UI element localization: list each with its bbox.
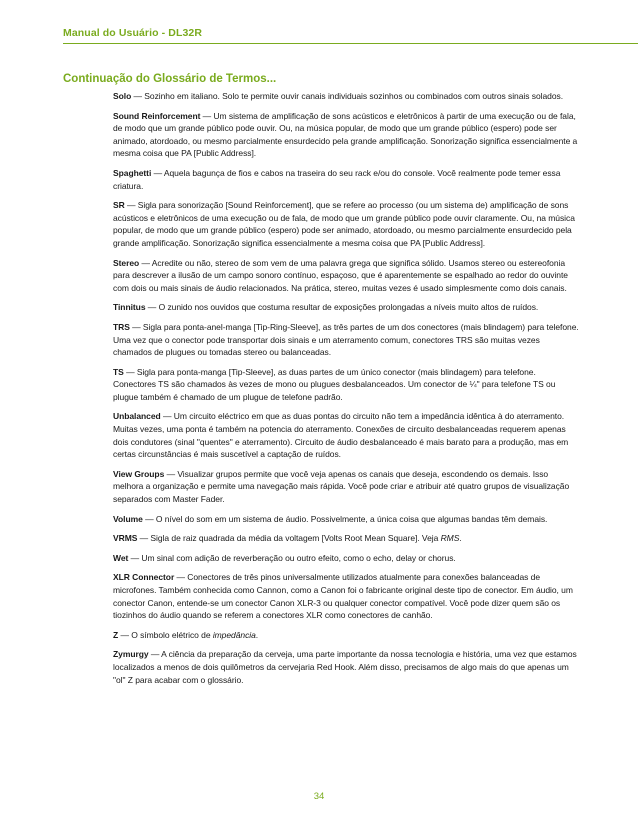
glossary-entry-wet — [113, 552, 579, 565]
glossary-definition: — Sigla de raiz quadrada da média da voltagem [Volts Root Mean Square]. Veja — [137, 533, 441, 544]
glossary-term: TS — [113, 366, 124, 377]
glossary-entry-ts — [113, 366, 579, 404]
glossary-term: Sound Reinforcement — [113, 110, 201, 121]
glossary-term: View Groups — [113, 468, 165, 479]
glossary-term: SR — [113, 200, 125, 211]
section-title: Continuação do Glossário de Termos... — [63, 73, 277, 85]
glossary-entry-xlr-connector — [113, 571, 579, 621]
glossary-definition: — O nível do som em um sistema de áudio. Possivelmente, a única coisa que algumas bandas têm demais. — [142, 513, 548, 524]
glossary-entries — [113, 90, 579, 693]
glossary-entry-unbalanced — [113, 410, 579, 460]
document-header: Manual do Usuário - DL32R — [63, 27, 203, 39]
glossary-definition-tail: . — [255, 629, 259, 640]
glossary-definition: — Aquela bagunça de fios e cabos na traseira do seu rack e/ou do console. Você realmente pode temer essa criatura. — [113, 167, 561, 191]
glossary-entry-tinnitus — [113, 301, 579, 314]
glossary-definition: — A ciência da preparação da cerveja, uma parte importante da nossa tecnologia e história, uma vez que estamos localizados a menos de dois quilômetros da cervejaria Red Hook. Além disso, precisamos de algo mais do que apenas um "ol" Z para acabar com o glossário. — [113, 649, 577, 685]
glossary-definition: — Sigla para ponta-anel-manga [Tip-Ring-Sleeve], as três partes de um dos conectores (mais blindagem) para telefone. Uma vez que o conector pode transportar dois sinais e um aterramento comum, conectores TRS são muitas vezes chamados de plugues ou tomadas stereo ou balanceadas. — [113, 321, 579, 358]
glossary-term: Wet — [113, 552, 129, 563]
glossary-entry-trs — [113, 321, 579, 359]
glossary-definition: — Um sistema de amplificação de sons acústicos e eletrônicos à partir de uma execução ou de fala, de modo que um grande público pode ouvir. Ou, na música popular, de modo que um grande público (espero) pode ser animado, atordoado, ou mesmo parcialmente ensurdecido pela grande amplificação. Sonorização significa essencialmente a mesma coisa que PA [Public Address]. — [113, 110, 578, 159]
header-divider — [63, 43, 638, 44]
glossary-term: Zymurgy — [113, 649, 149, 660]
glossary-definition-tail: . — [459, 533, 462, 544]
glossary-definition: — Um circuito eléctrico em que as duas pontas do circuito não tem a impedância idêntica à do aterramento. Muitas vezes, uma ponta é também na potencia do aterramento. Conexões de circuito desbalanceadas requerem apenas dois condutores (sinal "quentes" e aterramento). Circuito de áudio desbalanceado é mais barato para a produção, mas em certas circunstâncias é mais suscetível a captação de ruídos. — [113, 411, 569, 460]
glossary-term: Z — [113, 629, 119, 640]
glossary-term: TRS — [113, 321, 130, 332]
glossary-term: Unbalanced — [113, 411, 161, 422]
glossary-entry-solo — [113, 90, 579, 103]
glossary-entry-stereo — [113, 257, 579, 295]
glossary-entry-spaghetti — [113, 167, 579, 192]
glossary-definition: — Um sinal com adição de reverberação ou outro efeito, como o echo, delay or chorus. — [128, 552, 456, 563]
glossary-term: Tinnitus — [113, 302, 146, 313]
glossary-definition: — Acredite ou não, stereo de som vem de uma palavra grega que significa sólido. Usamos stereo ou estereofonia para descrever a ilusão de um campo sonoro contínuo, espaçoso, que é aparentemente se espalhado ao redor do ouvinte com dois ou mais sinais de áudio relacionados. Na prática, stereo, muitas vezes é usado simplesmente como dois canais. — [113, 257, 568, 293]
glossary-term: Spaghetti — [113, 167, 152, 178]
glossary-reference: RMS — [440, 533, 460, 544]
glossary-entry-zymurgy — [113, 648, 579, 686]
glossary-definition: — Sigla para sonorização [Sound Reinforcement], que se refere ao processo (ou um sistema de) amplificação de sons acústicos e eletrônicos de uma execução ou de fala, de modo que um grande público pode ouvir claramente. Ou, na música popular, de modo que um grande público (espero) pode ser animado, atordoado, ou mesmo parcialmente ensurdecido pela grande amplificação. Sonorização significa essencialmente a mesma coisa que PA [Public Address]. — [113, 200, 575, 248]
glossary-term: Stereo — [113, 257, 140, 268]
glossary-entry-sound-reinforcement — [113, 110, 579, 160]
glossary-entry-vrms — [113, 532, 579, 545]
glossary-term: VRMS — [113, 533, 138, 544]
glossary-term: Solo — [113, 91, 132, 101]
glossary-entry-sr — [113, 199, 579, 249]
glossary-definition: — Sozinho em italiano. Solo te permite ouvir canais individuais sozinhos ou combinados com outros sinais solados. — [131, 91, 564, 101]
glossary-entry-view-groups — [113, 468, 579, 506]
glossary-reference: impedância — [212, 629, 256, 640]
page-number: 34 — [313, 791, 325, 802]
glossary-entry-z — [113, 629, 579, 642]
glossary-definition: — O zunido nos ouvidos que costuma resultar de exposições prolongadas a níveis muito altos de ruídos. — [145, 302, 539, 313]
glossary-term: XLR Connector — [113, 572, 175, 583]
glossary-definition: — Sigla para ponta-manga [Tip-Sleeve], as duas partes de um único conector (mais blindagem) para telefone. Conectores TS são chamados às vezes de mono ou plugues desbalanceados. Um conector de ¼" para telefone TS ou plugue também é chamado de um plugue de telefone padrão. — [113, 366, 556, 402]
glossary-definition: — Conectores de três pinos universalmente utilizados atualmente para conexões balanceadas de microfones. Também conhecida como Cannon, como a Canon foi o fabricante original deste tipo de conector. Em áudio, um conector Canon, entende-se um conector Canon XLR-3 ou qualquer conector compatível. Você pode dizer quem são os tiozinhos do áudio quando se referem a conectores XLR como conectores de canhão. — [113, 572, 573, 621]
glossary-entry-volume — [113, 513, 579, 526]
glossary-definition: — O símbolo elétrico de — [118, 629, 213, 640]
glossary-definition: — Visualizar grupos permite que você veja apenas os canais que deseja, escondendo os demais. Isso melhora a organização e permite uma navegação mais rápida. Você pode criar e atribuir até quatro grupos de visualização separados com Master Fader. — [113, 468, 570, 505]
glossary-term: Volume — [113, 513, 143, 524]
